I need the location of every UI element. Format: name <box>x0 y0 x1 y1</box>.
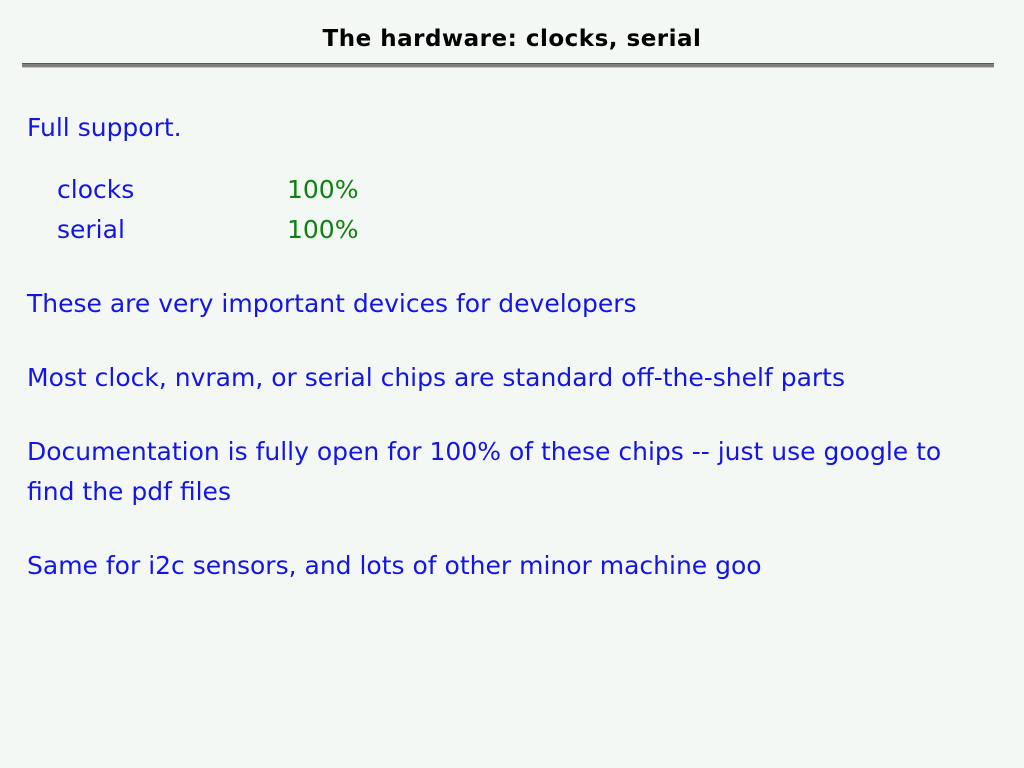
body-paragraph: Same for i2c sensors, and lots of other minor machine goo <box>27 551 762 580</box>
spacer <box>27 324 987 358</box>
stat-row <box>27 170 987 210</box>
slide-title: The hardware: clocks, serial <box>322 26 702 52</box>
body-paragraph: Most clock, nvram, or serial chips are standard off-the-shelf parts <box>27 363 846 392</box>
spacer <box>27 148 987 170</box>
body-paragraph: Documentation is fully open for 100% of these chips -- just use google to find the pdf files <box>27 437 942 506</box>
title-divider <box>22 63 994 68</box>
spacer <box>27 398 987 432</box>
stat-value: 100% <box>287 175 359 204</box>
body-paragraph: These are very important devices for developers <box>27 289 637 318</box>
stat-label: serial <box>57 215 125 244</box>
intro-text: Full support. <box>27 113 182 142</box>
slide-body <box>27 108 987 586</box>
stat-label: clocks <box>57 175 135 204</box>
spacer <box>27 512 987 546</box>
spacer <box>27 250 987 284</box>
stat-value: 100% <box>287 215 359 244</box>
stat-row <box>27 210 987 250</box>
